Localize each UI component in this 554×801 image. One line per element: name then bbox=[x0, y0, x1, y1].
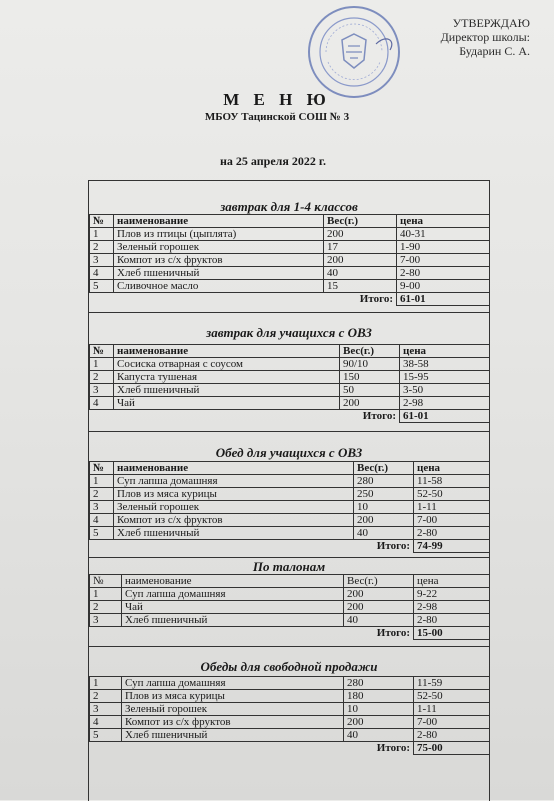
menu-table bbox=[89, 344, 490, 423]
table-row bbox=[90, 488, 490, 501]
total-row bbox=[90, 293, 490, 306]
table-cell: 1 bbox=[90, 358, 114, 371]
table-cell: 40 bbox=[344, 729, 414, 742]
menu-table bbox=[89, 676, 490, 755]
col-num-header: № bbox=[90, 215, 114, 228]
table-cell: цена bbox=[414, 462, 490, 475]
table-cell: 2 bbox=[90, 488, 114, 501]
table-cell: 2 bbox=[90, 241, 114, 254]
table-cell: Вес(г.) bbox=[340, 345, 400, 358]
total-row bbox=[90, 742, 490, 755]
table-row bbox=[90, 601, 490, 614]
table-cell: 11-58 bbox=[414, 475, 490, 488]
menu-frame bbox=[88, 180, 490, 801]
table-row bbox=[90, 384, 490, 397]
section-title: завтрак для учащихся с ОВЗ bbox=[206, 325, 372, 340]
table-cell: Зеленый горошек bbox=[114, 501, 354, 514]
table-cell: 1 bbox=[90, 228, 114, 241]
table-cell: 200 bbox=[344, 588, 414, 601]
table-cell: наименование bbox=[114, 462, 354, 475]
table-cell: 1-90 bbox=[397, 241, 490, 254]
table-cell: 9-00 bbox=[397, 280, 490, 293]
table-cell: 150 bbox=[340, 371, 400, 384]
table-cell: 3 bbox=[90, 703, 122, 716]
table-cell: Итого: bbox=[90, 742, 414, 755]
table-cell: Плов из мяса курицы bbox=[114, 488, 354, 501]
table-cell: 15 bbox=[324, 280, 397, 293]
table-cell: № bbox=[90, 345, 114, 358]
table-cell: 74-99 bbox=[414, 540, 490, 553]
table-row bbox=[90, 254, 490, 267]
table-cell: 1-11 bbox=[414, 501, 490, 514]
table-cell: наименование bbox=[122, 575, 344, 588]
table-cell: 180 bbox=[344, 690, 414, 703]
table-cell: Плов из птицы (цыплята) bbox=[114, 228, 324, 241]
table-cell: 2-80 bbox=[414, 614, 490, 627]
table-cell: 200 bbox=[340, 397, 400, 410]
table-cell: 40 bbox=[344, 614, 414, 627]
table-row bbox=[90, 280, 490, 293]
table-cell: 17 bbox=[324, 241, 397, 254]
menu-table bbox=[89, 461, 490, 553]
table-cell: № bbox=[90, 462, 114, 475]
table-row bbox=[90, 514, 490, 527]
table-cell: 52-50 bbox=[414, 690, 490, 703]
menu-table bbox=[89, 574, 490, 640]
total-value: 61-01 bbox=[397, 293, 490, 306]
table-cell: 2 bbox=[90, 601, 122, 614]
table-row bbox=[90, 475, 490, 488]
table-cell: 3-50 bbox=[400, 384, 490, 397]
total-row bbox=[90, 627, 490, 640]
table-cell: 4 bbox=[90, 514, 114, 527]
table-cell: 50 bbox=[340, 384, 400, 397]
section-title: По талонам bbox=[252, 559, 326, 574]
table-cell: цена bbox=[414, 575, 490, 588]
table-cell: 10 bbox=[344, 703, 414, 716]
table-row bbox=[90, 358, 490, 371]
table-cell: 40 bbox=[324, 267, 397, 280]
table-cell: Суп лапша домашняя bbox=[122, 677, 344, 690]
table-cell: Вес(г.) bbox=[354, 462, 414, 475]
table-cell: 200 bbox=[344, 716, 414, 729]
total-label: Итого: bbox=[90, 293, 397, 306]
table-cell: 3 bbox=[90, 254, 114, 267]
table-cell: Хлеб пшеничный bbox=[114, 527, 354, 540]
table-cell: Итого: bbox=[90, 627, 414, 640]
table-cell: 7-00 bbox=[397, 254, 490, 267]
table-cell: 200 bbox=[344, 601, 414, 614]
total-row bbox=[90, 410, 490, 423]
table-cell: 280 bbox=[354, 475, 414, 488]
table-cell: 1 bbox=[90, 588, 122, 601]
section-title: Обеды для свободной продажи bbox=[200, 659, 378, 674]
section-divider bbox=[89, 431, 489, 432]
table-row bbox=[90, 501, 490, 514]
menu-date: на 25 апреля 2022 г. bbox=[220, 154, 326, 168]
table-cell: 40 bbox=[354, 527, 414, 540]
table-cell: Хлеб пшеничный bbox=[122, 614, 344, 627]
table-cell: Итого: bbox=[90, 540, 414, 553]
table-cell: 2 bbox=[90, 371, 114, 384]
section-divider bbox=[89, 312, 489, 313]
table-row bbox=[90, 267, 490, 280]
table-cell: 52-50 bbox=[414, 488, 490, 501]
table-cell: № bbox=[90, 575, 122, 588]
table-cell: 2-98 bbox=[414, 601, 490, 614]
table-cell: 11-59 bbox=[414, 677, 490, 690]
table-cell: 1-11 bbox=[414, 703, 490, 716]
table-cell: Хлеб пшеничный bbox=[114, 267, 324, 280]
table-cell: Сливочное масло bbox=[114, 280, 324, 293]
table-cell: 2 bbox=[90, 690, 122, 703]
table-cell: Зеленый горошек bbox=[114, 241, 324, 254]
table-cell: 5 bbox=[90, 729, 122, 742]
table-cell: 3 bbox=[90, 384, 114, 397]
table-cell: 200 bbox=[324, 254, 397, 267]
table-cell: Хлеб пшеничный bbox=[122, 729, 344, 742]
table-cell: 250 bbox=[354, 488, 414, 501]
table-cell: 1 bbox=[90, 475, 114, 488]
table-row bbox=[90, 397, 490, 410]
table-cell: 2-98 bbox=[400, 397, 490, 410]
table-cell: 2-80 bbox=[414, 729, 490, 742]
table-cell: 15-95 bbox=[400, 371, 490, 384]
table-cell: 75-00 bbox=[414, 742, 490, 755]
menu-table bbox=[89, 214, 490, 306]
table-cell: 1 bbox=[90, 677, 122, 690]
table-row bbox=[90, 677, 490, 690]
table-row bbox=[90, 690, 490, 703]
menu-title: М Е Н Ю bbox=[223, 90, 331, 109]
table-row bbox=[90, 527, 490, 540]
approval-title: УТВЕРЖДАЮ bbox=[452, 16, 530, 30]
table-cell: цена bbox=[400, 345, 490, 358]
table-row bbox=[90, 614, 490, 627]
table-cell: Компот из с/х фруктов bbox=[114, 514, 354, 527]
table-cell: Плов из мяса курицы bbox=[122, 690, 344, 703]
table-row bbox=[90, 703, 490, 716]
school-seal-stamp bbox=[306, 4, 402, 100]
table-cell: Чай bbox=[122, 601, 344, 614]
table-row bbox=[90, 371, 490, 384]
total-row bbox=[90, 540, 490, 553]
table-cell: 4 bbox=[90, 716, 122, 729]
table-row bbox=[90, 588, 490, 601]
table-cell: Компот из с/х фруктов bbox=[122, 716, 344, 729]
table-cell: 200 bbox=[354, 514, 414, 527]
school-name: МБОУ Тацинской СОШ № 3 bbox=[204, 111, 350, 123]
table-cell: 280 bbox=[344, 677, 414, 690]
col-price-header: цена bbox=[397, 215, 490, 228]
table-cell: 3 bbox=[90, 614, 122, 627]
table-cell: Хлеб пшеничный bbox=[114, 384, 340, 397]
table-cell: Зеленый горошек bbox=[122, 703, 344, 716]
table-cell: Сосиска отварная с соусом bbox=[114, 358, 340, 371]
table-cell: 90/10 bbox=[340, 358, 400, 371]
table-cell: 2-80 bbox=[397, 267, 490, 280]
table-cell: 10 bbox=[354, 501, 414, 514]
table-row bbox=[90, 241, 490, 254]
table-cell: Суп лапша домашняя bbox=[122, 588, 344, 601]
table-cell: наименование bbox=[114, 345, 340, 358]
table-cell: 4 bbox=[90, 267, 114, 280]
approval-position: Директор школы: bbox=[440, 30, 530, 44]
table-cell: 4 bbox=[90, 397, 114, 410]
table-row bbox=[90, 228, 490, 241]
approval-block bbox=[420, 16, 530, 58]
section-title: завтрак для 1-4 классов bbox=[220, 199, 358, 214]
table-cell: 5 bbox=[90, 527, 114, 540]
table-cell: 7-00 bbox=[414, 514, 490, 527]
table-cell: Капуста тушеная bbox=[114, 371, 340, 384]
col-name-header: наименование bbox=[114, 215, 324, 228]
table-cell: Вес(г.) bbox=[344, 575, 414, 588]
table-cell: 3 bbox=[90, 501, 114, 514]
table-cell: Чай bbox=[114, 397, 340, 410]
table-cell: 61-01 bbox=[400, 410, 490, 423]
table-row bbox=[90, 716, 490, 729]
table-cell: 15-00 bbox=[414, 627, 490, 640]
table-cell: 9-22 bbox=[414, 588, 490, 601]
table-cell: 38-58 bbox=[400, 358, 490, 371]
table-cell: 200 bbox=[324, 228, 397, 241]
table-cell: 2-80 bbox=[414, 527, 490, 540]
table-cell: Итого: bbox=[90, 410, 400, 423]
table-row bbox=[90, 729, 490, 742]
section-divider bbox=[89, 557, 489, 558]
table-cell: Компот из с/х фруктов bbox=[114, 254, 324, 267]
table-cell: 40-31 bbox=[397, 228, 490, 241]
section-divider bbox=[89, 646, 489, 647]
approval-name: Бударин С. А. bbox=[459, 44, 530, 58]
table-cell: 7-00 bbox=[414, 716, 490, 729]
col-weight-header: Вес(г.) bbox=[324, 215, 397, 228]
table-cell: 5 bbox=[90, 280, 114, 293]
section-title: Обед для учащихся с ОВЗ bbox=[215, 445, 363, 460]
table-cell: Суп лапша домашняя bbox=[114, 475, 354, 488]
